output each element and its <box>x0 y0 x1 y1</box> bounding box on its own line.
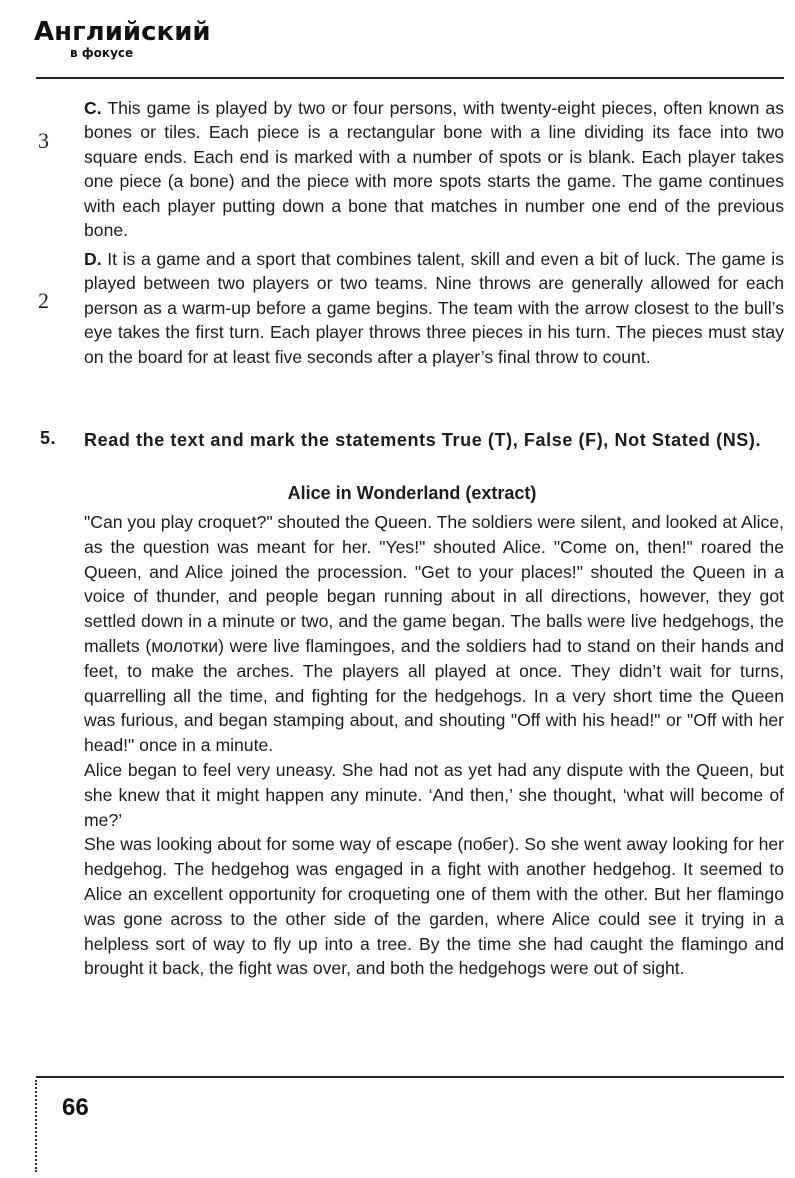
footer-rule <box>36 1076 784 1078</box>
exercise-instruction: Read the text and mark the statements True (T), False (F), Not Stated (NS). <box>84 430 762 450</box>
section-c <box>84 96 784 242</box>
logo-subtitle: в фокусе <box>70 46 134 60</box>
footer-dotted-line <box>35 1080 37 1172</box>
margin-number-first: 3 <box>38 128 49 153</box>
section-c-label: C. <box>84 98 102 118</box>
publisher-logo <box>34 18 211 60</box>
story-paragraph-2: Alice began to feel very uneasy. She had not as yet had any dispute with the Queen, but she knew that it might happen any minute. ‘And then,’ she thought, ‘what will become of me?’ <box>84 759 784 830</box>
header-rule <box>36 77 784 79</box>
section-d-text: It is a game and a sport that combines talent, skill and even a bit of luck. The game is played between two players or two teams. Nine throws are generally allowed for each person as a warm-up before a game begins. The team with the arrow closest to the bull’s eye takes the first turn. Each player throws three pieces in his turn. The pieces must stay on the board for at least five seconds after a player’s final throw to count. <box>84 249 785 367</box>
section-d-label: D. <box>84 249 102 269</box>
story-title: Alice in Wonderland (extract) <box>287 483 537 503</box>
story-text <box>84 510 784 981</box>
page-number: 66 <box>62 1094 89 1121</box>
story-paragraph-1: "Can you play croquet?" shouted the Queen. The soldiers were silent, and looked at Alice, as the question was meant for her. "Yes!" shouted Alice. "Come on, then!" roared the Queen, and Alice joined the procession. "Get to your places!" shouted the Queen in a voice of thunder, and people began running about in all directions, however, they got settled down in a minute or two, and the game began. The balls were live hedgehogs, the mallets (молотки) were live flamingoes, and the soldiers had to stand on their hands and feet, to make the arches. The players all played at once. They didn’t wait for turns, quarrelling all the time, and fighting for the hedgehogs. In a very short time the Queen was furious, and began stamping about, and shouting "Off with his head!" or "Off with her head!" once in a minute. <box>84 512 784 756</box>
margin-number-second: 2 <box>38 288 49 313</box>
section-c-text: This game is played by two or four persons, with twenty-eight pieces, often known as bones or tiles. Each piece is a rectangular bone with a line dividing its face into two square ends. Each end is marked with a number of spots or is blank. Each player takes one piece (a bone) and the piece with more spots starts the game. The game continues with each player putting down a bone that matches in number one end of the previous bone. <box>84 98 785 241</box>
story-paragraph-3: She was looking about for some way of escape (побег). So she went away looking for her hedgehog. The hedgehog was engaged in a fight with another hedgehog. It seemed to Alice an excellent opportunity for croqueting one of them with the other. But her flamingo was gone across to the other side of the garden, where Alice could see it trying in a helpless sort of way to fly up into a tree. By the time she had caught the flamingo and brought it back, the fight was over, and both the hedgehogs were out of sight. <box>84 834 784 979</box>
section-d <box>84 247 784 369</box>
logo-title: Английский <box>34 17 211 47</box>
exercise-number: 5. <box>40 428 57 448</box>
